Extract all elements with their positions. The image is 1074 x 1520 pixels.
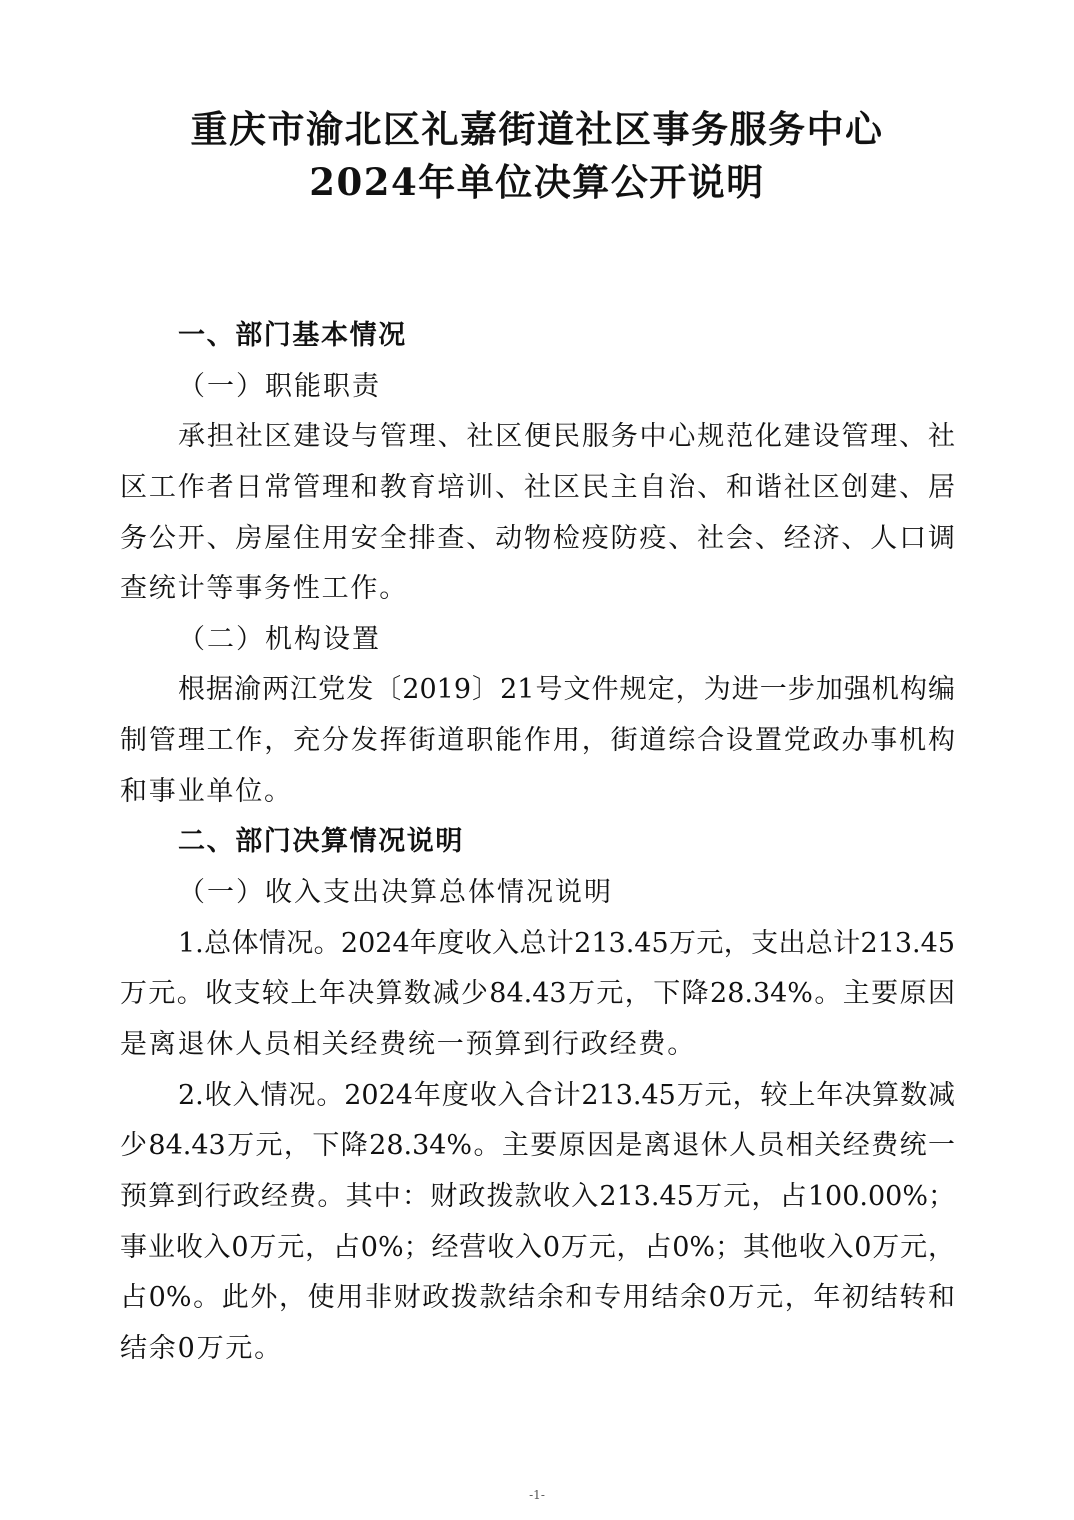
- paragraph-line: 事业收入0万元，占0%；经营收入0万元，占0%；其他收入0万元，: [120, 1231, 955, 1263]
- document-title: [0, 103, 1074, 209]
- paragraph-line: 查统计等事务性工作。: [120, 573, 408, 605]
- paragraph: [120, 1071, 955, 1375]
- title-line-1: 重庆市渝北区礼嘉街道社区事务服务中心: [190, 107, 884, 151]
- paragraph-line: 是离退休人员相关经费统一预算到行政经费。: [120, 1028, 696, 1060]
- section-heading: 一、部门基本情况: [178, 320, 407, 351]
- paragraph: [120, 919, 955, 1071]
- paragraph-line: 1.总体情况。2024年度收入总计213.45万元，支出总计213.45: [178, 927, 955, 959]
- paragraph-line: 结余0万元。: [120, 1332, 283, 1364]
- paragraph-line: 2.收入情况。2024年度收入合计213.45万元，较上年决算数减: [178, 1079, 955, 1111]
- paragraph-line: 制管理工作，充分发挥街道职能作用，街道综合设置党政办事机构: [120, 725, 955, 757]
- paragraph: [120, 412, 955, 615]
- paragraph-line: 占0%。此外，使用非财政拨款结余和专用结余0万元，年初结转和: [120, 1282, 955, 1314]
- paragraph-line: 根据渝两江党发〔2019〕21号文件规定，为进一步加强机构编: [178, 674, 955, 706]
- paragraph-line: 区工作者日常管理和教育培训、社区民主自治、和谐社区创建、居: [120, 471, 955, 503]
- page-number: -1-: [529, 1488, 545, 1502]
- paragraph-line: 少84.43万元，下降28.34%。主要原因是离退休人员相关经费统一: [120, 1130, 955, 1162]
- paragraph-line: 和事业单位。: [120, 775, 293, 807]
- paragraph-line: 万元。收支较上年决算数减少84.43万元，下降28.34%。主要原因: [120, 978, 955, 1010]
- subsection-heading: （二）机构设置: [178, 623, 381, 655]
- paragraph: [120, 665, 955, 817]
- paragraph-line: 承担社区建设与管理、社区便民服务中心规范化建设管理、社: [178, 421, 955, 453]
- section-heading: 二、部门决算情况说明: [178, 826, 464, 858]
- paragraph-line: 务公开、房屋住用安全排查、动物检疫防疫、社会、经济、人口调: [120, 522, 955, 554]
- subsection-heading: （一）收入支出决算总体情况说明: [178, 877, 613, 909]
- paragraph-line: 预算到行政经费。其中：财政拨款收入213.45万元，占100.00%；: [120, 1180, 955, 1212]
- title-line-2: 2024年单位决算公开说明: [309, 160, 765, 204]
- document-body: [120, 311, 955, 1374]
- subsection-heading: （一）职能职责: [178, 370, 381, 402]
